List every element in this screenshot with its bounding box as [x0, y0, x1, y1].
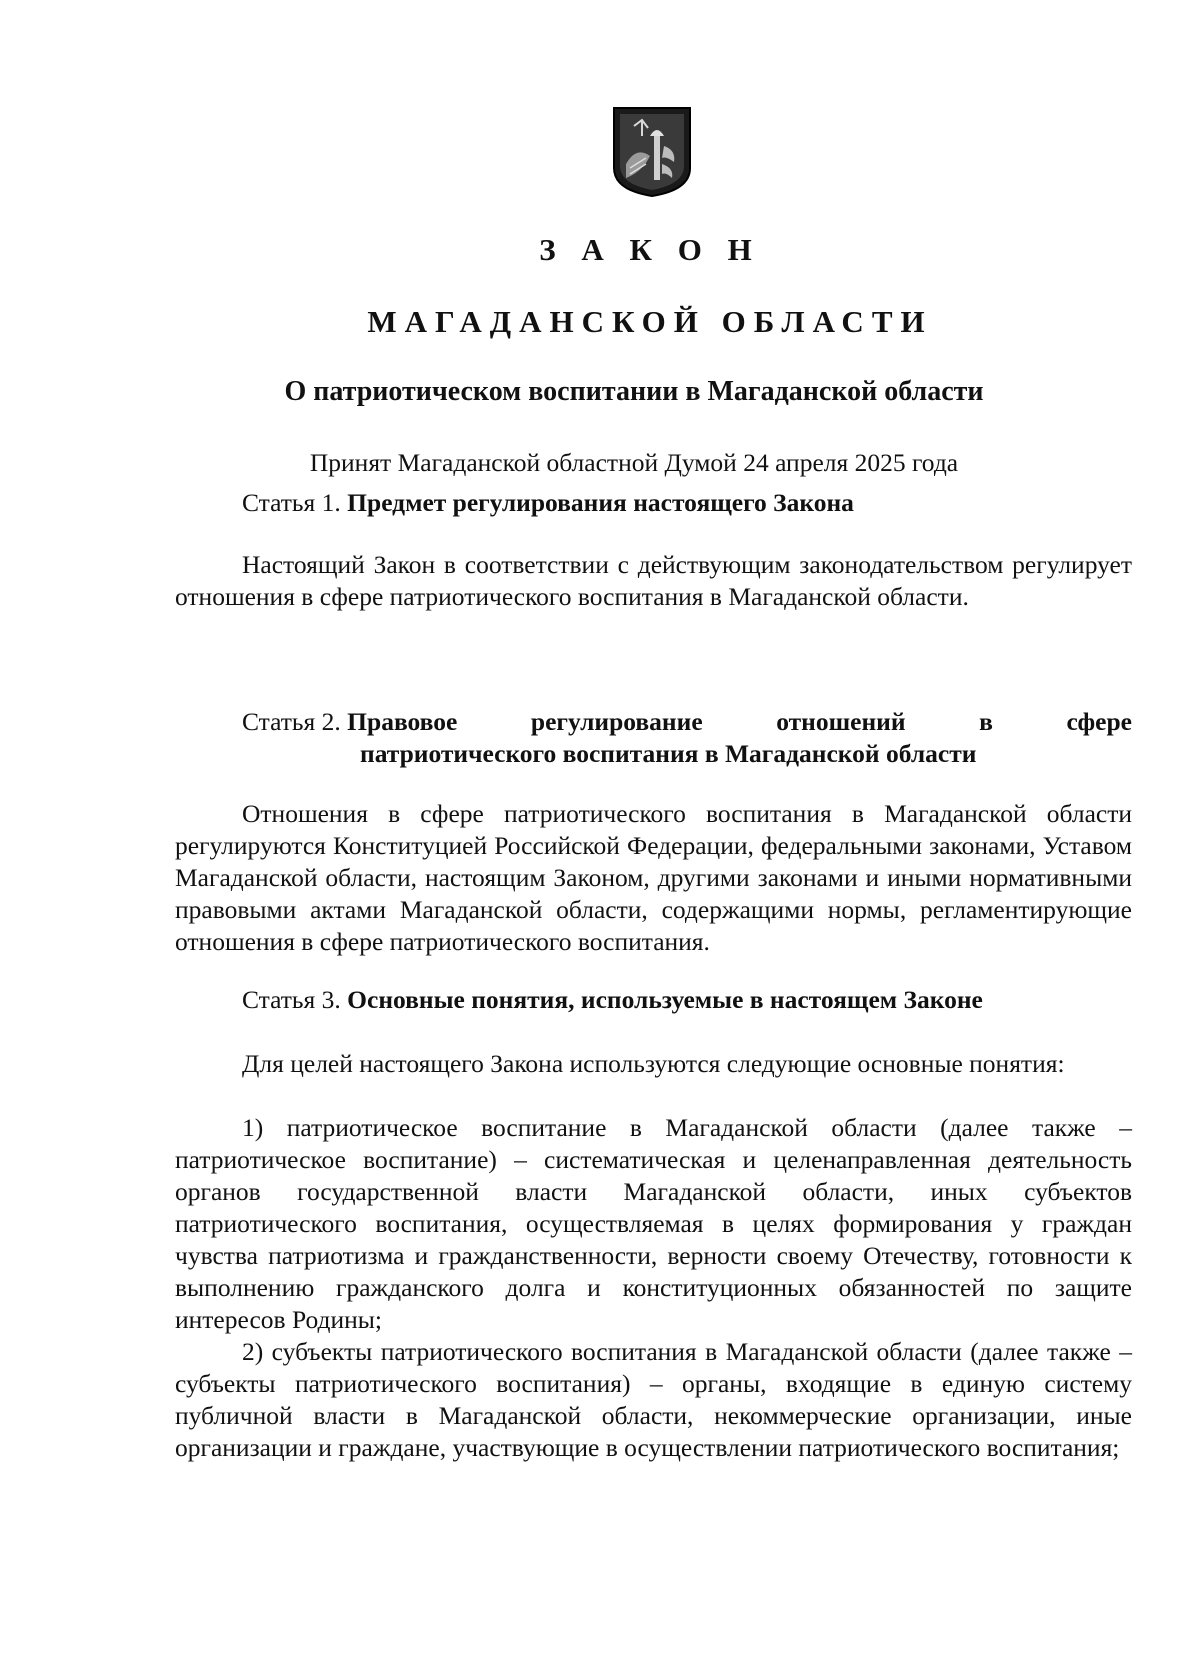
article-3-intro: Для целей настоящего Закона используются следующие основные понятия: [242, 1049, 1065, 1078]
article-3-heading [242, 984, 1132, 1016]
article-2-heading-word: Правовое [347, 707, 458, 736]
coat-of-arms-icon [612, 106, 692, 198]
adoption-note: Принят Магаданской областной Думой 24 апреля 2025 года [309, 448, 959, 477]
region-title: МАГАДАНСКОЙ ОБЛАСТИ [367, 304, 933, 339]
article-2-label-and-first-word [242, 706, 457, 738]
article-1-label: Статья 1. [242, 488, 341, 517]
article-1-heading [242, 487, 1132, 519]
article-1-title: Предмет регулирования настоящего Закона [347, 488, 854, 517]
article-2-heading-word: отношений [776, 707, 906, 736]
article-2-label: Статья 2. [242, 707, 341, 736]
article-3-item-2: 2) субъекты патриотического воспитания в Магаданской области (далее также – субъекты патриотического воспитания) – органы, входящие в единую систему публичной власти в Магаданской области, некоммерческие организации, иные организации и граждане, участвующие в осуществлении патриотического воспитания; [175, 1337, 1132, 1462]
article-2-heading-word: сфере [1066, 707, 1132, 736]
article-2-heading-word: регулирование [530, 707, 703, 736]
article-2-heading-word: в [979, 707, 993, 736]
document-type-title: З А К О Н [539, 232, 761, 267]
article-3-title: Основные понятия, используемые в настоящем Законе [347, 985, 983, 1014]
article-2-heading-line-2: патриотического воспитания в Магаданской области [360, 739, 977, 768]
article-3-item-1: 1) патриотическое воспитание в Магаданской области (далее также – патриотическое воспитание) – систематическая и целенаправленная деятельность органов государственной власти Магаданской области, иных субъектов патриотического воспитания, осуществляемая в целях формирования у граждан чувства патриотизма и гражданственности, верности своему Отечеству, готовности к выполнению гражданского долга и конституционных обязанностей по защите интересов Родины; [175, 1113, 1132, 1334]
article-2-text: Отношения в сфере патриотического воспитания в Магаданской области регулируются Конституцией Российской Федерации, федеральными законами, Уставом Магаданской области, настоящим Законом, другими законами и иными нормативными правовыми актами Магаданской области, содержащими нормы, регламентирующие отношения в сфере патриотического воспитания. [175, 799, 1132, 956]
article-3-label: Статья 3. [242, 985, 341, 1014]
law-subject-title: О патриотическом воспитании в Магаданской области [284, 376, 984, 407]
article-1-text: Настоящий Закон в соответствии с действующим законодательством регулирует отношения в сфере патриотического воспитания в Магаданской области. [175, 550, 1132, 611]
article-2-heading [242, 706, 1132, 738]
